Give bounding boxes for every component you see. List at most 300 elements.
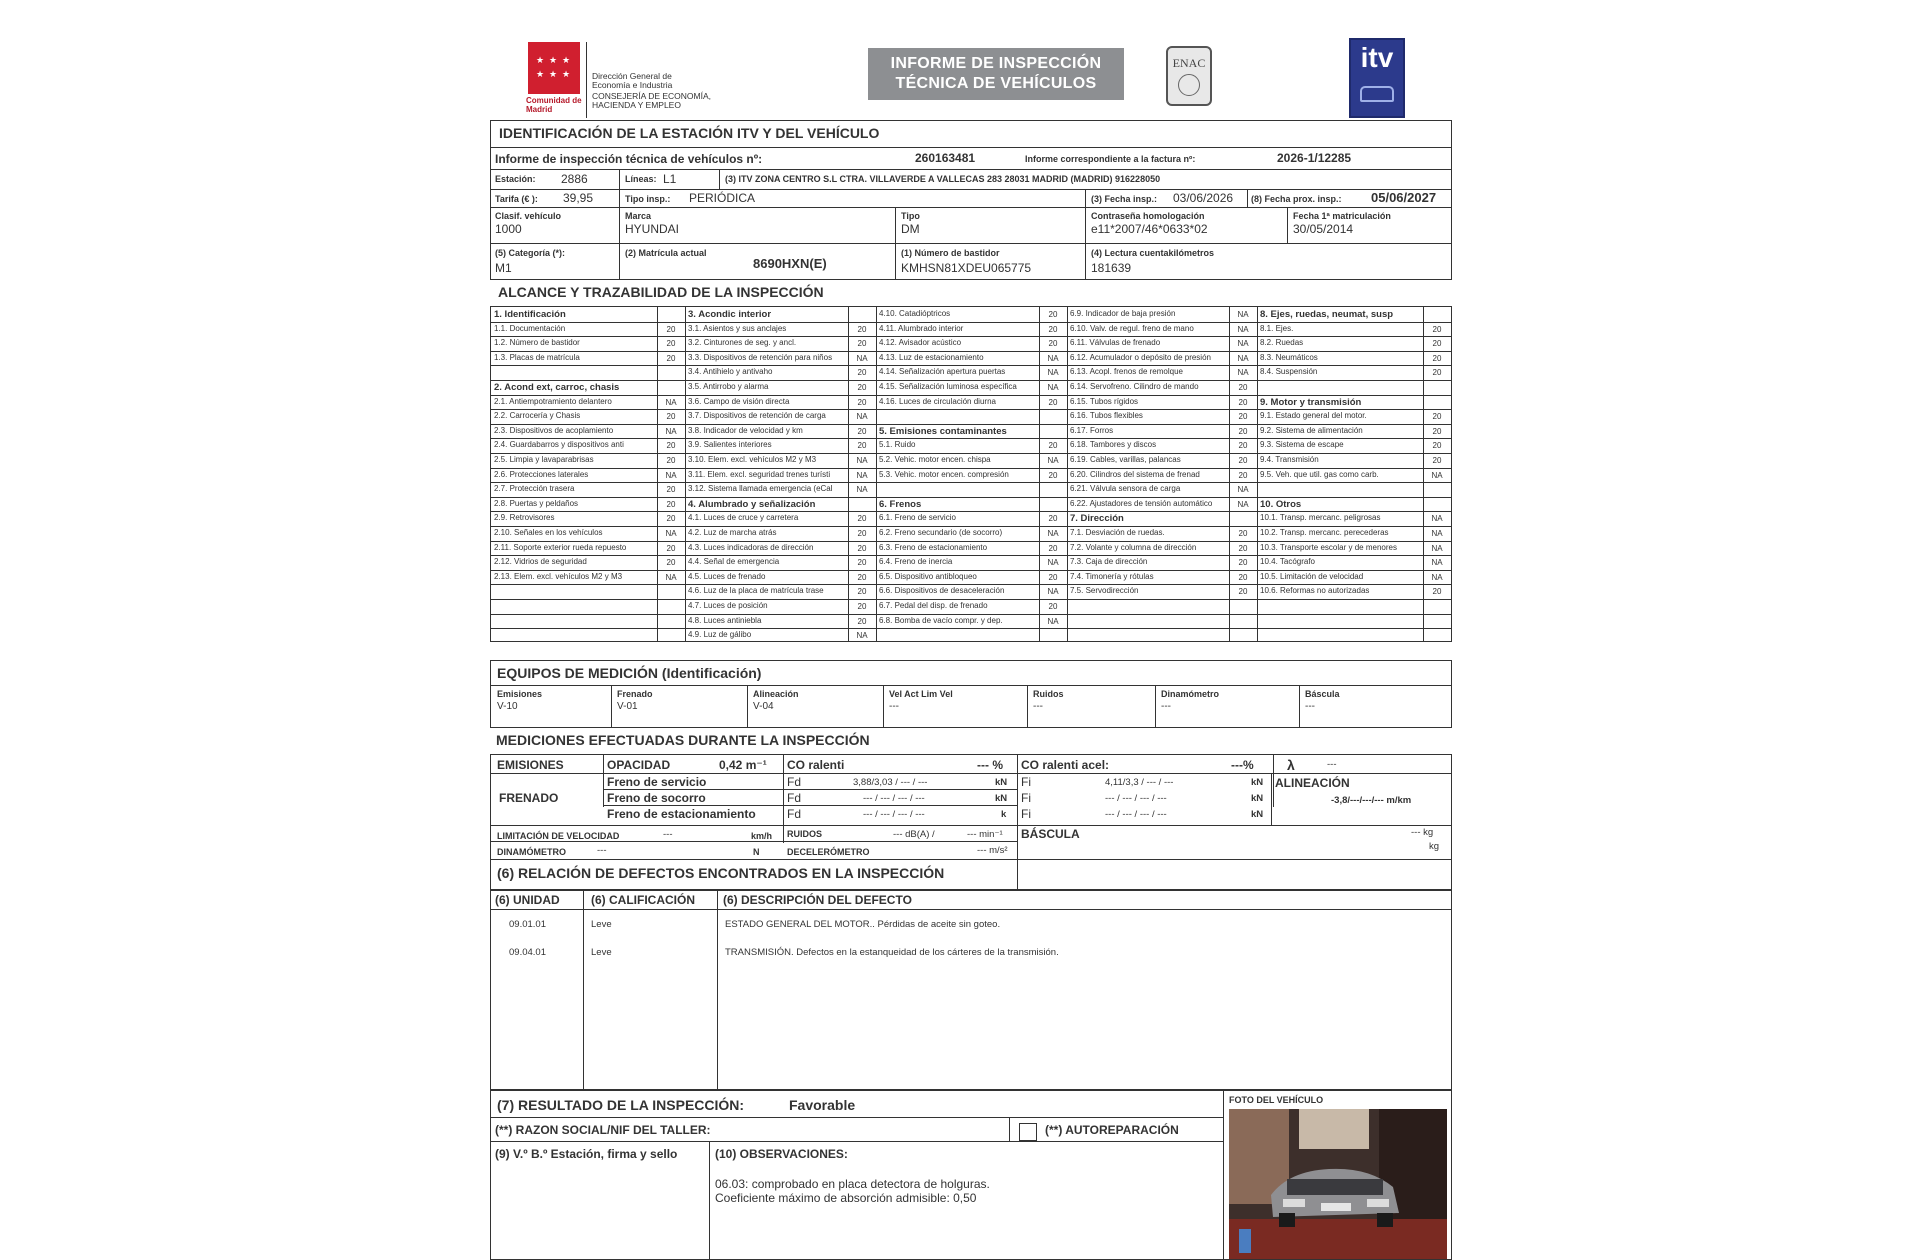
scope-item-value: 20 xyxy=(666,514,676,524)
equipment-value: --- xyxy=(1305,701,1315,712)
inspection-report xyxy=(490,36,1452,1260)
scope-item-label: 6.4. Freno de inercia xyxy=(879,557,953,567)
vin: KMHSN81XDEU065775 xyxy=(901,261,1032,275)
scope-item-value: NA xyxy=(856,412,868,422)
scope-group-heading: 3. Acondic interior xyxy=(688,309,772,320)
observation-line-1: 06.03: comprobado en placa detectora de holguras. xyxy=(715,1177,990,1191)
scope-item-label: 8.3. Neumáticos xyxy=(1260,352,1318,362)
scope-item-value: 20 xyxy=(1048,572,1058,582)
scope-item-label: 6.10. Valv. de regul. freno de mano xyxy=(1070,323,1194,333)
department-line2: CONSEJERÍA DE ECONOMÍA, HACIENDA Y EMPLEO xyxy=(592,91,712,110)
scope-item-label: 4.9. Luz de gálibo xyxy=(688,630,752,640)
scope-item-label: 6.18. Tambores y discos xyxy=(1070,440,1157,450)
scope-item-value: NA xyxy=(1237,485,1249,495)
scope-item-label: 9.3. Sistema de escape xyxy=(1260,440,1344,450)
scope-item-value: NA xyxy=(1047,558,1059,568)
measurements-title: MEDICIONES EFECTUADAS DURANTE LA INSPECCIÓN xyxy=(496,732,870,748)
scope-item-value: 20 xyxy=(666,485,676,495)
scope-item-value: NA xyxy=(856,631,868,641)
defect-rating: Leve xyxy=(591,947,612,958)
scope-item-value: 20 xyxy=(857,572,867,582)
scope-item-label: 9.4. Transmisión xyxy=(1260,455,1319,464)
scope-item-label: 2.8. Puertas y peldaños xyxy=(494,498,579,508)
station-label: Estación: xyxy=(495,174,536,184)
scope-item-value: 20 xyxy=(1048,339,1058,349)
equipment-label: Frenado xyxy=(617,689,653,699)
scope-item-label: 6.16. Tubos flexibles xyxy=(1070,411,1143,421)
scope-item-label: 1.3. Placas de matrícula xyxy=(494,352,580,362)
scope-item-label: 3.5. Antirrobo y alarma xyxy=(688,382,769,391)
scope-item-label: 8.2. Ruedas xyxy=(1260,338,1304,348)
scope-item-value: 20 xyxy=(1238,456,1248,465)
scale-value-2: kg xyxy=(1429,841,1440,852)
scope-item-label: 7.1. Desviación de ruedas. xyxy=(1070,528,1165,537)
scope-item-label: 4.6. Luz de la placa de matrícula trase xyxy=(688,586,824,596)
result-section xyxy=(490,1090,1452,1260)
scope-item-label: 1.1. Documentación xyxy=(494,323,566,333)
dynamometer-value: --- xyxy=(597,845,607,856)
scope-item-value: NA xyxy=(856,485,868,495)
scope-item-label: 1.2. Número de bastidor xyxy=(494,338,580,348)
odometer-label: (4) Lectura cuentakilómetros xyxy=(1091,248,1215,258)
speed-limit-unit: km/h xyxy=(751,831,773,841)
dynamometer-unit: N xyxy=(753,847,760,857)
measurements-section xyxy=(490,754,1452,890)
category: M1 xyxy=(495,261,512,275)
scope-item-value: NA xyxy=(1047,368,1059,378)
scope-item-value: 20 xyxy=(857,441,867,451)
fee-label: Tarifa (€ ): xyxy=(495,194,538,204)
scope-item-value: 20 xyxy=(1432,324,1442,334)
scope-item-value: 20 xyxy=(1432,353,1442,363)
inspection-date-label: (3) Fecha insp.: xyxy=(1091,194,1158,204)
noise-rpm: --- min⁻¹ xyxy=(967,829,1003,840)
scope-item-value: NA xyxy=(1431,558,1443,568)
scope-item-label: 6.8. Bomba de vacío compr. y dep. xyxy=(879,615,1003,625)
scope-item-value: 20 xyxy=(857,558,867,568)
scope-item-value: NA xyxy=(1237,353,1249,363)
scope-item-label: 4.14. Señalización apertura puertas xyxy=(879,367,1006,377)
scope-item-value: NA xyxy=(1431,470,1443,480)
scope-item-label: 2.2. Carrocería y Chasis xyxy=(494,411,581,421)
scope-item-value: NA xyxy=(1237,499,1249,509)
equipment-section xyxy=(490,660,1452,728)
scale-value: --- kg xyxy=(1411,827,1434,838)
fi-emergency-unit: kN xyxy=(1251,793,1264,804)
scope-item-value: 20 xyxy=(1432,368,1442,378)
scope-item-value: 20 xyxy=(666,543,676,553)
emergency-brake-label: Freno de socorro xyxy=(607,791,706,805)
scope-item-label: 4.3. Luces indicadoras de dirección xyxy=(688,542,814,552)
alignment-value: -3,8/---/---/--- m/km xyxy=(1331,795,1412,806)
fi-emergency-label: Fi xyxy=(1021,791,1031,805)
scope-group-heading: 6. Frenos xyxy=(879,498,922,510)
scope-item-value: NA xyxy=(1047,587,1059,597)
scope-item-label: 2.13. Elem. excl. vehículos M2 y M3 xyxy=(494,571,623,581)
scope-item-value: 20 xyxy=(666,558,676,568)
scope-item-label: 10.1. Transp. mercanc. peligrosas xyxy=(1260,513,1381,523)
scope-group-heading: 10. Otros xyxy=(1260,498,1302,510)
scope-item-value: 20 xyxy=(1238,426,1248,436)
scope-item-label: 2.10. Señales en los vehículos xyxy=(494,528,603,537)
vehicle-photo-label: FOTO DEL VEHÍCULO xyxy=(1229,1095,1324,1105)
scope-item-value: 20 xyxy=(857,529,867,538)
scope-item-value: 20 xyxy=(666,456,676,465)
scope-item-value: 20 xyxy=(857,602,867,611)
lambda-label: λ xyxy=(1287,757,1295,773)
scope-item-value: NA xyxy=(1047,616,1059,626)
scope-item-value: 20 xyxy=(666,412,676,422)
equipment-title: EQUIPOS DE MEDICIÓN (Identificación) xyxy=(497,665,762,681)
scope-item-label: 6.9. Indicador de baja presión xyxy=(1070,309,1176,318)
co-idle-value: --- % xyxy=(977,758,1003,772)
scope-item-label: 4.13. Luz de estacionamiento xyxy=(879,352,984,362)
madrid-flag-logo: ★ ★ ★ ★ ★ ★ xyxy=(528,42,580,94)
scope-item-label: 2.3. Dispositivos de acoplamiento xyxy=(494,425,614,435)
inspection-type: PERIÓDICA xyxy=(689,191,756,205)
scope-item-value: 20 xyxy=(1048,543,1058,553)
title-line1: INFORME DE INSPECCIÓN xyxy=(890,55,1102,72)
scope-item-value: NA xyxy=(856,470,868,480)
scope-item-label: 6.12. Acumulador o depósito de presión xyxy=(1070,352,1211,362)
scope-item-value: 20 xyxy=(857,587,867,597)
scope-item-label: 3.2. Cinturones de seg. y ancl. xyxy=(688,338,797,348)
vehicle-class: 1000 xyxy=(495,222,522,236)
opacity-value: 0,42 m⁻¹ xyxy=(719,758,767,772)
scope-item-value: NA xyxy=(1047,383,1059,392)
scope-item-value: 20 xyxy=(857,426,867,436)
fee-value: 39,95 xyxy=(563,191,594,205)
scope-item-label: 2.7. Protección trasera xyxy=(494,484,575,494)
homologation-label: Contraseña homologación xyxy=(1091,211,1205,221)
scope-item-label: 4.15. Señalización luminosa específica xyxy=(879,382,1017,391)
scope-item-label: 7.3. Caja de dirección xyxy=(1070,557,1148,567)
scope-item-label: 7.2. Volante y columna de dirección xyxy=(1070,542,1197,552)
scope-item-label: 7.5. Servodirección xyxy=(1070,586,1139,596)
braking-label: FRENADO xyxy=(499,791,559,805)
scope-item-value: 20 xyxy=(857,339,867,349)
scope-item-label: 6.17. Forros xyxy=(1070,425,1114,435)
fi-service-unit: kN xyxy=(1251,777,1264,788)
scope-item-label: 4.11. Alumbrado interior xyxy=(879,323,964,333)
scope-group-heading: 7. Dirección xyxy=(1070,513,1124,525)
first-registration: 30/05/2014 xyxy=(1293,222,1354,236)
scope-item-label: 4.16. Luces de circulación diurna xyxy=(879,396,996,406)
scope-item-value: 20 xyxy=(857,616,867,626)
invoice-number: 2026-1/12285 xyxy=(1277,151,1352,165)
enac-seal xyxy=(1166,46,1212,106)
next-inspection-label: (8) Fecha prox. insp.: xyxy=(1251,194,1342,204)
scope-item-label: 5.1. Ruido xyxy=(879,440,916,450)
equipment-label: Alineación xyxy=(753,689,799,699)
scope-item-label: 4.1. Luces de cruce y carretera xyxy=(688,513,799,523)
equipment-label: Ruidos xyxy=(1033,689,1064,699)
scope-item-value: 20 xyxy=(1432,426,1442,436)
report-number-label: Informe de inspección técnica de vehículos nº: xyxy=(495,152,763,166)
fd-service-value: 3,88/3,03 / --- / --- xyxy=(853,777,928,788)
scope-item-value: 20 xyxy=(1238,383,1248,392)
scope-item-label: 10.5. Limitación de velocidad xyxy=(1260,571,1364,581)
scope-item-label: 3.12. Sistema llamada emergencia (eCal xyxy=(688,484,833,494)
scope-item-value: 20 xyxy=(857,324,867,334)
fd-emergency-unit: kN xyxy=(995,793,1008,804)
station-number: 2886 xyxy=(561,172,588,186)
enac-text: ENAC xyxy=(1172,56,1206,70)
scope-item-value: NA xyxy=(1047,353,1059,363)
scope-item-label: 4.12. Avisador acústico xyxy=(879,338,962,348)
scope-item-value: 20 xyxy=(1432,339,1442,349)
vehicle-photo-image xyxy=(1229,1109,1447,1259)
scope-item-label: 6.11. Válvulas de frenado xyxy=(1070,338,1161,348)
unit-column-header: (6) UNIDAD xyxy=(495,893,560,907)
self-repair-checkbox[interactable] xyxy=(1019,1123,1037,1141)
scope-item-value: NA xyxy=(1047,456,1059,465)
scope-item-label: 6.3. Freno de estacionamiento xyxy=(879,542,988,552)
scope-item-value: 20 xyxy=(1048,514,1058,524)
scope-item-label: 3.1. Asientos y sus anclajes xyxy=(688,323,787,333)
alignment-label: ALINEACIÓN xyxy=(1275,776,1350,790)
fd-emergency-value: --- / --- / --- / --- xyxy=(863,793,925,804)
scope-item-label: 2.6. Protecciones laterales xyxy=(494,469,589,479)
scope-item-value: NA xyxy=(665,426,677,436)
observations-label: (10) OBSERVACIONES: xyxy=(715,1147,848,1161)
scope-title: ALCANCE Y TRAZABILIDAD DE LA INSPECCIÓN xyxy=(498,284,824,300)
inspection-type-label: Tipo insp.: xyxy=(625,194,671,204)
scope-item-label: 3.3. Dispositivos de retención para niños xyxy=(688,352,833,362)
scope-item-label: 6.13. Acopl. frenos de remolque xyxy=(1070,367,1183,377)
speed-limit-value: --- xyxy=(663,829,673,840)
scope-item-label: 6.1. Freno de servicio xyxy=(879,513,956,523)
scope-item-label: 6.2. Freno secundario (de socorro) xyxy=(879,528,1003,537)
plate-number: 8690HXN(E) xyxy=(753,256,827,271)
service-brake-label: Freno de servicio xyxy=(607,775,707,789)
scope-item-value: 20 xyxy=(1238,441,1248,451)
lines-label: Líneas: xyxy=(625,174,657,184)
scope-item-value: NA xyxy=(1237,324,1249,334)
scope-item-label: 3.8. Indicador de velocidad y km xyxy=(688,425,803,435)
scope-item-label: 3.10. Elem. excl. vehículos M2 y M3 xyxy=(688,455,817,464)
equipment-value: --- xyxy=(889,701,899,712)
scope-item-value: NA xyxy=(665,572,677,582)
co-idle-label: CO ralenti xyxy=(787,758,845,772)
opacity-label: OPACIDAD xyxy=(607,758,671,772)
scope-item-label: 8.1. Ejes. xyxy=(1260,323,1294,333)
scope-item-value: 20 xyxy=(1048,602,1058,611)
scope-item-label: 5.3. Vehic. motor encen. compresión xyxy=(879,469,1009,479)
defects-title: (6) RELACIÓN DE DEFECTOS ENCONTRADOS EN LA INSPECCIÓN xyxy=(497,865,945,881)
brand: HYUNDAI xyxy=(625,222,680,236)
scope-item-value: 20 xyxy=(857,397,867,407)
scope-group-heading: 2. Acond ext, carroc, chasis xyxy=(494,382,620,393)
scope-item-value: 20 xyxy=(1238,470,1248,480)
identification-title: IDENTIFICACIÓN DE LA ESTACIÓN ITV Y DEL VEHÍCULO xyxy=(499,125,880,141)
fd-service-unit: kN xyxy=(995,777,1008,788)
defect-description: ESTADO GENERAL DEL MOTOR.. Pérdidas de aceite sin goteo. xyxy=(725,919,1001,930)
equipment-value: --- xyxy=(1033,701,1043,712)
scope-item-value: 20 xyxy=(1432,441,1442,451)
scope-item-value: 20 xyxy=(857,514,867,524)
station-entity: (3) ITV ZONA CENTRO S.L CTRA. VILLAVERDE A VALLECAS 283 28031 MADRID (MADRID) 916228050 xyxy=(725,174,1161,184)
scope-item-label: 4.5. Luces de frenado xyxy=(688,571,766,581)
scope-item-value: 20 xyxy=(1048,470,1058,480)
vehicle-class-label: Clasif. vehículo xyxy=(495,211,562,221)
type-label: Tipo xyxy=(901,211,920,221)
scope-item-label: 2.9. Retrovisores xyxy=(494,513,555,523)
fd-parking-value: --- / --- / --- / --- xyxy=(863,809,925,820)
scope-item-value: 20 xyxy=(666,499,676,509)
scope-item-value: NA xyxy=(1431,543,1443,553)
scope-item-label: 3.7. Dispositivos de retención de carga xyxy=(688,411,826,421)
department-text xyxy=(592,72,762,110)
scope-item-value: 20 xyxy=(1238,412,1248,422)
scope-group-heading: 1. Identificación xyxy=(494,309,566,320)
scope-item-value: 20 xyxy=(1048,310,1058,319)
noise-value: --- dB(A) / xyxy=(893,829,935,840)
scope-group-heading: 4. Alumbrado y señalización xyxy=(688,498,816,510)
equipment-label: Vel Act Lim Vel xyxy=(889,689,953,699)
fi-service-label: Fi xyxy=(1021,775,1031,789)
result-label: (7) RESULTADO DE LA INSPECCIÓN: xyxy=(497,1097,745,1113)
scope-item-label: 3.11. Elem. excl. seguridad trenes turísti xyxy=(688,469,831,479)
decelerometer-label: DECELERÓMETRO xyxy=(787,847,870,857)
scope-item-value: 20 xyxy=(1432,412,1442,422)
equipment-label: Báscula xyxy=(1305,689,1340,699)
scope-item-label: 6.20. Cilindros del sistema de frenad xyxy=(1070,469,1200,479)
fd-parking-unit: k xyxy=(1001,809,1007,820)
scope-item-value: NA xyxy=(1431,572,1443,582)
scope-item-label: 4.10. Catadióptricos xyxy=(879,309,951,318)
scope-item-label: 7.4. Timonería y rótulas xyxy=(1070,571,1154,581)
station-stamp-label: (9) V.º B.º Estación, firma y sello xyxy=(495,1147,678,1161)
identification-section xyxy=(490,120,1452,280)
lines-value: L1 xyxy=(663,172,677,186)
itv-logo xyxy=(1349,38,1405,118)
parking-brake-label: Freno de estacionamiento xyxy=(607,807,756,821)
equipment-value: --- xyxy=(1161,701,1171,712)
scope-item-label: 2.1. Antiempotramiento delantero xyxy=(494,396,612,406)
scope-item-value: 20 xyxy=(1048,324,1058,334)
scope-item-value: NA xyxy=(856,456,868,465)
odometer: 181639 xyxy=(1091,261,1132,275)
fd-parking-label: Fd xyxy=(787,807,802,821)
noise-label: RUIDOS xyxy=(787,829,823,839)
scope-item-label: 10.2. Transp. mercanc. perecederas xyxy=(1260,528,1389,537)
scope-item-value: NA xyxy=(665,397,677,407)
scope-item-label: 10.4. Tacógrafo xyxy=(1260,557,1316,567)
scope-item-label: 4.7. Luces de posición xyxy=(688,601,768,610)
vehicle-photo xyxy=(1229,1109,1447,1259)
defect-description: TRANSMISIÓN. Defectos en la estanqueidad de los cárteres de la transmisión. xyxy=(725,947,1059,958)
defect-unit: 09.01.01 xyxy=(509,919,546,930)
scope-item-value: 20 xyxy=(666,353,676,363)
scope-item-label: 6.7. Pedal del disp. de frenado xyxy=(879,601,988,610)
enac-circle-icon xyxy=(1178,74,1200,96)
self-repair-label: (**) AUTOREPARACIÓN xyxy=(1045,1123,1179,1137)
scope-group-heading: 9. Motor y transmisión xyxy=(1260,396,1362,408)
scope-group-heading: 5. Emisiones contaminantes xyxy=(879,425,1007,437)
scope-item-label: 5.2. Vehic. motor encen. chispa xyxy=(879,455,991,464)
lambda-value: --- xyxy=(1327,759,1337,770)
co-idle-accel-label: CO ralenti acel: xyxy=(1021,758,1110,772)
scope-grid xyxy=(490,306,1452,642)
scope-item-value: NA xyxy=(665,529,677,538)
type: DM xyxy=(901,222,920,236)
fi-parking-value: --- / --- / --- / --- xyxy=(1105,809,1167,820)
document-title xyxy=(868,48,1124,100)
invoice-label: Informe correspondiente a la factura nº: xyxy=(1025,154,1196,164)
scope-item-label: 2.5. Limpia y lavaparabrisas xyxy=(494,455,594,464)
equipment-label: Dinamómetro xyxy=(1161,689,1220,699)
scope-item-value: NA xyxy=(1237,368,1249,378)
scope-item-value: NA xyxy=(1237,310,1249,319)
emissions-label: EMISIONES xyxy=(497,758,564,772)
scope-item-label: 6.15. Tubos rígidos xyxy=(1070,396,1139,406)
scope-item-value: NA xyxy=(1431,529,1443,538)
scope-item-value: NA xyxy=(856,353,868,363)
result-value: Favorable xyxy=(789,1097,856,1113)
fi-emergency-value: --- / --- / --- / --- xyxy=(1105,793,1167,804)
description-column-header: (6) DESCRIPCIÓN DEL DEFECTO xyxy=(723,893,912,907)
defect-rating: Leve xyxy=(591,919,612,930)
scope-item-label: 3.6. Campo de visión directa xyxy=(688,396,790,406)
scale-label: BÁSCULA xyxy=(1021,827,1080,841)
scope-item-value: 20 xyxy=(857,543,867,553)
scope-item-label: 2.11. Soporte exterior rueda repuesto xyxy=(494,542,627,552)
scope-item-value: 20 xyxy=(1238,397,1248,407)
dynamometer-label: DINAMÓMETRO xyxy=(497,847,566,857)
vin-label: (1) Número de bastidor xyxy=(901,248,1000,258)
scope-item-value: 20 xyxy=(666,339,676,349)
scope-item-label: 2.4. Guardabarros y dispositivos anti xyxy=(494,440,624,450)
fi-service-value: 4,11/3,3 / --- / --- xyxy=(1105,777,1174,788)
rating-column-header: (6) CALIFICACIÓN xyxy=(591,893,695,907)
scope-item-value: 20 xyxy=(1238,572,1248,582)
car-icon xyxy=(1360,86,1394,102)
scope-item-value: 20 xyxy=(1238,543,1248,553)
fi-parking-label: Fi xyxy=(1021,807,1031,821)
scope-item-label: 6.21. Válvula sensora de carga xyxy=(1070,484,1181,494)
scope-item-label: 6.6. Dispositivos de desaceleración xyxy=(879,586,1005,596)
scope-item-value: 20 xyxy=(666,441,676,451)
scope-item-value: 20 xyxy=(1048,441,1058,451)
scope-item-label: 4.2. Luz de marcha atrás xyxy=(688,528,777,537)
fd-emergency-label: Fd xyxy=(787,791,802,805)
itv-logo-text: itv xyxy=(1360,42,1394,73)
department-line1: Dirección General de Economía e Industria xyxy=(592,71,673,90)
scope-item-label: 6.19. Cables, varillas, palancas xyxy=(1070,455,1181,464)
report-number: 260163481 xyxy=(915,151,976,165)
equipment-value: V-10 xyxy=(497,701,518,712)
scope-item-label: 4.4. Señal de emergencia xyxy=(688,557,780,567)
scope-item-label: 2.12. Vidrios de seguridad xyxy=(494,557,587,567)
header-separator xyxy=(586,42,587,118)
scope-item-label: 9.2. Sistema de alimentación xyxy=(1260,425,1363,435)
workshop-label: (**) RAZON SOCIAL/NIF DEL TALLER: xyxy=(495,1123,711,1137)
scope-item-value: NA xyxy=(1431,514,1443,524)
scope-item-label: 9.1. Estado general del motor. xyxy=(1260,411,1367,421)
scope-item-label: 10.6. Reformas no autorizadas xyxy=(1260,586,1370,596)
scope-item-value: NA xyxy=(1237,339,1249,349)
scope-item-value: 20 xyxy=(1238,587,1248,597)
scope-item-value: 20 xyxy=(1048,397,1058,407)
fi-parking-unit: kN xyxy=(1251,809,1264,820)
scope-item-value: NA xyxy=(1047,529,1059,538)
decelerometer-value: --- m/s² xyxy=(977,845,1008,856)
defects-section xyxy=(490,890,1452,1090)
speed-limit-label: LIMITACIÓN DE VELOCIDAD xyxy=(497,831,620,841)
scope-item-value: 20 xyxy=(1432,456,1442,465)
scope-item-label: 6.5. Dispositivo antibloqueo xyxy=(879,571,977,581)
